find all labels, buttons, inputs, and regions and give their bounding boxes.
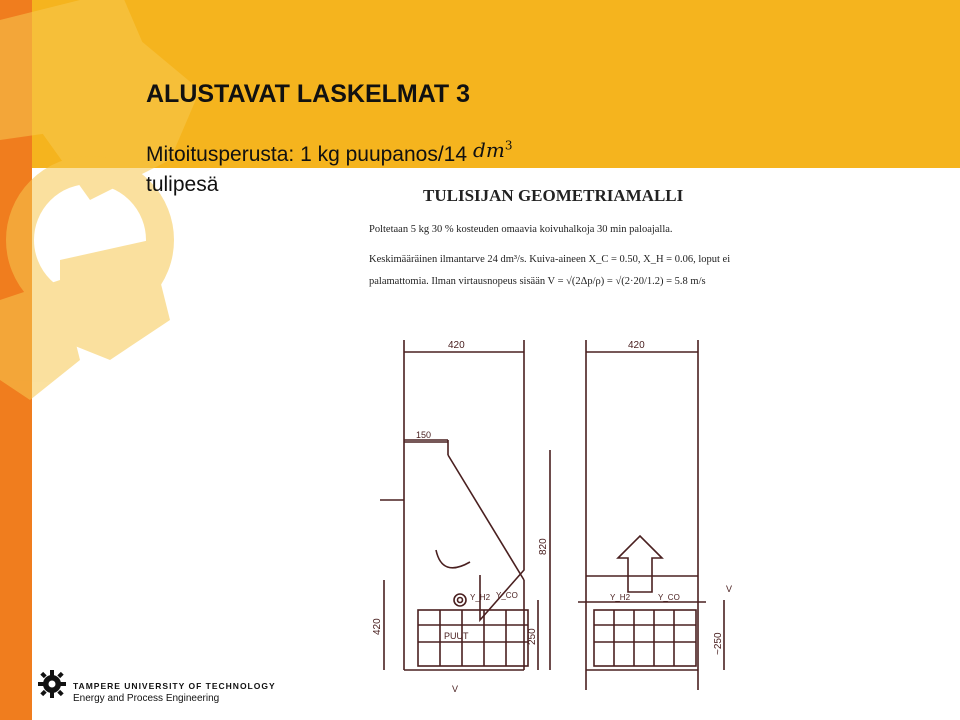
dim-top-right: 420 [628, 340, 645, 351]
figure-text-panel [353, 172, 751, 312]
burner-symbol [454, 594, 466, 606]
label-co-right: Y_CO [658, 593, 680, 602]
dim-step: 150 [416, 430, 432, 440]
firebox-technical-drawing [360, 330, 760, 700]
dim-grate-left: 250 [527, 628, 538, 645]
gear-watermark-icon [0, 0, 360, 420]
dim-left-bottom: 420 [372, 618, 383, 635]
dim-grate-right: ~250 [713, 632, 724, 655]
subtitle-unit: $dm^3$ [473, 138, 513, 162]
right-firebox-outline [586, 340, 698, 690]
flow-arrow-up [618, 536, 662, 592]
figure-line-2: Keskimääräinen ilmantarve 24 dm³/s. Kuiva-aineen X_C = 0.50, X_H = 0.06, loput ei [369, 254, 731, 265]
left-grate [418, 610, 528, 666]
label-h2-right: Y_H2 [610, 593, 631, 602]
footer-university: TAMPERE UNIVERSITY OF TECHNOLOGY [73, 681, 276, 691]
label-v-bottom: V [452, 684, 459, 694]
university-logo-icon [36, 668, 68, 700]
label-h2: Y_H2 [470, 593, 491, 602]
slide-subtitle [146, 138, 513, 167]
right-grate [594, 610, 696, 666]
dim-top-left: 420 [448, 340, 465, 351]
label-v-right: V [726, 584, 733, 594]
figure-title: TULISIJAN GEOMETRIAMALLI [423, 186, 684, 205]
section-label: tulipesä [146, 173, 219, 196]
dim-height-main: 820 [538, 538, 549, 555]
slide-title: ALUSTAVAT LASKELMAT 3 [146, 80, 471, 108]
figure-line-3: palamattomia. Ilman virtausnopeus sisään V = √(2Δp/ρ) = √(2·20/1.2) = 5.8 m/s [369, 276, 706, 287]
figure-line-1: Poltetaan 5 kg 30 % kosteuden omaavia koivuhalkoja 30 min paloajalla. [369, 224, 673, 235]
label-puut: PUUT [444, 631, 469, 641]
flow-arrow-curved [436, 550, 470, 568]
subtitle-text: Mitoitusperusta: 1 kg puupanos/14 [146, 143, 468, 166]
footer-department: Energy and Process Engineering [73, 693, 220, 704]
left-firebox-outline [380, 340, 524, 670]
label-co: Y_CO [496, 591, 518, 600]
